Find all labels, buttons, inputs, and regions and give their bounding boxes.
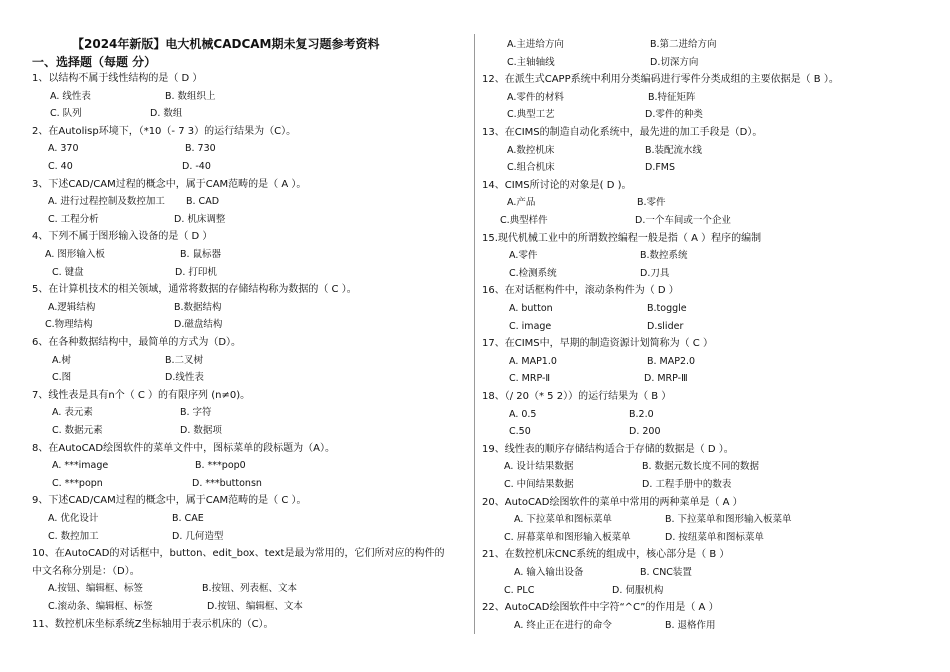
- answer-option: B. CAE: [172, 513, 204, 524]
- answer-option: A.零件的材料: [507, 91, 564, 103]
- answer-option: C.滚动条、编辑框、标签: [48, 601, 153, 612]
- answer-option: A. MAP1.0: [509, 355, 557, 367]
- answer-option: D. 伺服机构: [612, 584, 664, 596]
- question-text: 10、在AutoCAD的对话框中，button、edit_box、text是最为常用的，它们所对应的构件的: [32, 548, 445, 560]
- answer-option: B.装配流水线: [645, 144, 703, 156]
- answer-option: B.按钮、列表框、文本: [202, 583, 298, 595]
- answer-option: D. ***buttonsn: [192, 477, 262, 489]
- question-text: 5、在计算机技术的相关领域，通常将数据的存储结构称为数据的（ C ）。: [32, 284, 357, 296]
- answer-option: D. 数组: [150, 108, 183, 120]
- answer-option: D. MRP-Ⅲ: [644, 373, 688, 385]
- answer-option: D. -40: [182, 161, 211, 172]
- question-text: 22、AutoCAD绘图软件中字符“^C”的作用是（ A ）: [482, 602, 719, 614]
- answer-option: A. 图形输入板: [45, 249, 105, 260]
- answer-option: A.主进给方向: [507, 39, 564, 50]
- answer-option: B. 退格作用: [665, 619, 716, 631]
- answer-option: D.按钮、编辑框、文本: [207, 601, 303, 612]
- answer-option: B.数据结构: [174, 301, 222, 313]
- answer-option: A. 下拉菜单和图标菜单: [514, 514, 612, 526]
- answer-option: A. 终止正在进行的命令: [514, 619, 612, 631]
- answer-option: D.切深方向: [650, 56, 699, 68]
- answer-option: D.刀具: [640, 267, 670, 279]
- answer-option: B.toggle: [647, 303, 687, 314]
- question-text: 14、CIMS所讨论的对象是( D )。: [482, 179, 632, 191]
- answer-option: B.零件: [637, 197, 666, 209]
- answer-option: B.特征矩阵: [648, 91, 696, 103]
- answer-option: A. 进行过程控制及数控加工: [48, 196, 165, 208]
- answer-option: D. 按纽菜单和图标菜单: [665, 531, 764, 543]
- question-text: 12、在派生式CAPP系统中利用分类编码进行零件分类成组的主要依据是（ B ）。: [482, 74, 839, 86]
- answer-option: C. 键盘: [52, 266, 84, 278]
- answer-option: D.线性表: [165, 372, 204, 384]
- answer-option: C. ***popn: [52, 477, 103, 489]
- answer-option: C. 队列: [50, 108, 82, 120]
- answer-option: B. MAP2.0: [647, 355, 696, 367]
- question-text: 21、在数控机床CNC系统的组成中，核心部分是（ B ）: [482, 549, 730, 561]
- answer-option: A. 0.5: [509, 408, 537, 420]
- question-text: 2、在Autolisp环境下，（*10（- 7 3）的运行结果为（C）。: [32, 125, 297, 137]
- answer-option: A. button: [509, 303, 553, 314]
- answer-option: C. MRP-Ⅱ: [509, 373, 551, 385]
- answer-option: C.图: [52, 372, 72, 384]
- answer-option: B. 数组织上: [165, 90, 216, 102]
- section-heading: 一、选择题（每题 分）: [32, 55, 157, 69]
- answer-option: A. ***image: [52, 460, 109, 472]
- answer-option: D.FMS: [645, 162, 676, 174]
- question-text: 3、下述CAD/CAM过程的概念中，属于CAM范畴的是（ A ）。: [32, 178, 307, 190]
- question-text: 17、在CIMS中，早期的制造资源计划简称为（ C ）: [482, 338, 713, 350]
- answer-option: C. PLC: [504, 584, 535, 596]
- question-text: 9、下述CAD/CAM过程的概念中，属于CAM范畴的是（ C ）。: [32, 495, 307, 507]
- question-text: 16、在对话框构件中，滚动条构件为（ D ）: [482, 285, 679, 297]
- question-text: 18、（/ 20（* 5 2））的运行结果为（ B ）: [482, 391, 672, 402]
- answer-option: B.第二进给方向: [650, 39, 717, 50]
- answer-option: A.按钮、编辑框、标签: [48, 583, 143, 595]
- answer-option: B. 数据元数长度不同的数据: [642, 461, 760, 473]
- answer-option: B. 730: [185, 143, 216, 155]
- answer-option: A.零件: [509, 250, 538, 262]
- answer-option: C. 数控加工: [48, 530, 99, 542]
- answer-option: D.一个车间或一个企业: [635, 215, 731, 226]
- answer-option: C. 40: [48, 161, 73, 172]
- answer-option: B. 鼠标器: [180, 249, 222, 260]
- answer-option: A.逻辑结构: [48, 301, 96, 313]
- question-text: 11、数控机床坐标系统Z坐标轴用于表示机床的（C）。: [32, 618, 274, 630]
- answer-option: B.2.0: [629, 408, 654, 420]
- answer-option: B. CNC装置: [640, 567, 692, 578]
- answer-option: C.组合机床: [507, 162, 555, 174]
- answer-option: B. ***pop0: [195, 460, 246, 472]
- answer-option: C. 数据元素: [52, 425, 103, 436]
- answer-option: D.磁盘结构: [174, 319, 223, 331]
- answer-option: B. CAD: [186, 196, 220, 208]
- answer-option: C.检测系统: [509, 267, 557, 279]
- answer-option: A.树: [52, 354, 71, 366]
- answer-option: A. 线性表: [50, 90, 91, 102]
- answer-option: A. 优化设计: [48, 513, 99, 524]
- question-text: 8、在AutoCAD绘图软件的菜单文件中，图标菜单的段标题为（A）。: [32, 442, 335, 454]
- answer-option: C. 屏幕菜单和图形输入板菜单: [504, 531, 631, 543]
- answer-option: D.slider: [647, 320, 684, 332]
- answer-option: A.产品: [507, 197, 536, 209]
- answer-option: D. 打印机: [175, 266, 217, 278]
- question-text: 15.现代机械工业中的所谓数控编程一般是指（ A ）程序的编制: [482, 232, 762, 244]
- answer-option: C.典型工艺: [507, 109, 555, 121]
- answer-option: C. 工程分析: [48, 213, 99, 225]
- answer-option: A. 输入输出设备: [514, 567, 584, 578]
- answer-option: C. 中间结果数据: [504, 479, 574, 490]
- answer-option: A.数控机床: [507, 144, 555, 156]
- answer-option: C. image: [509, 320, 552, 332]
- question-text: 13、在CIMS的制造自动化系统中，最先进的加工手段是（D）。: [482, 127, 763, 138]
- answer-option: B. 字符: [180, 407, 212, 419]
- question-text: 4、下列不属于图形输入设备的是（ D ）: [32, 231, 213, 243]
- answer-option: A. 表元素: [52, 407, 93, 419]
- column-divider: [474, 34, 475, 634]
- answer-option: A. 370: [48, 143, 79, 155]
- answer-option: B.二叉树: [165, 354, 204, 366]
- answer-option: C.主轴轴线: [507, 56, 555, 68]
- question-text: 1、以结构不属于线性结构的是（ D ）: [32, 73, 203, 84]
- answer-option: C.物理结构: [45, 319, 93, 331]
- question-text: 中文名称分别是：（D）。: [32, 565, 140, 577]
- answer-option: D. 数据项: [180, 425, 222, 436]
- document-title: 【2024年新版】电大机械CADCAM期未复习题参考资料: [72, 37, 380, 51]
- answer-option: D. 200: [629, 426, 661, 438]
- answer-option: D. 几何造型: [172, 530, 224, 542]
- question-text: 19、线性表的顺序存储结构适合于存储的数据是（ D ）。: [482, 443, 734, 455]
- answer-option: D.零件的种类: [645, 109, 703, 121]
- answer-option: B. 下拉菜单和图形输入板菜单: [665, 514, 792, 526]
- answer-option: D. 机床调整: [174, 213, 226, 225]
- question-text: 7、线性表是具有n个（ C ）的有限序列 (n≠0)。: [32, 389, 251, 401]
- answer-option: C.典型样件: [500, 215, 548, 226]
- question-text: 6、在各种数据结构中，最简单的方式为（D）。: [32, 337, 242, 348]
- answer-option: D. 工程手册中的数表: [642, 479, 732, 490]
- answer-option: C.50: [509, 426, 531, 438]
- answer-option: B.数控系统: [640, 250, 688, 262]
- question-text: 20、AutoCAD绘图软件的菜单中常用的两种菜单是（ A ）: [482, 496, 743, 508]
- answer-option: A. 设计结果数据: [504, 461, 574, 473]
